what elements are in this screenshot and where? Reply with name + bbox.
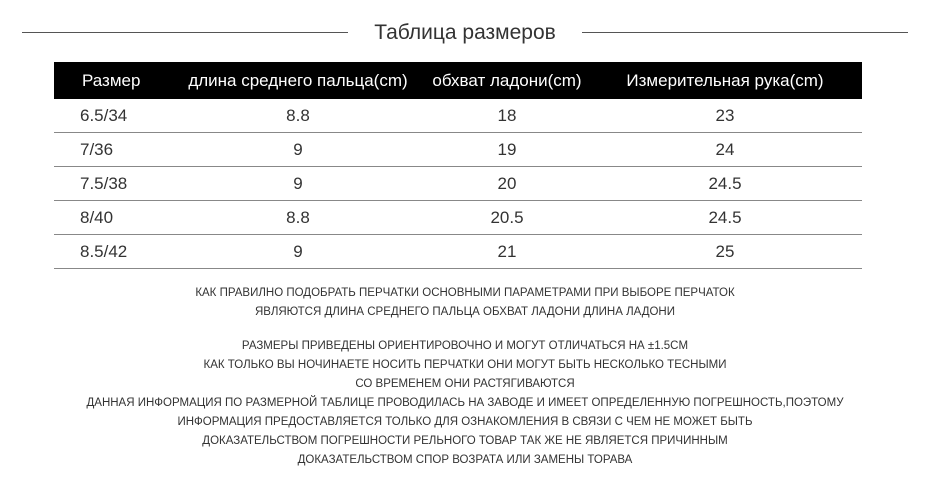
cell-palm-girth: 20.5 — [426, 201, 588, 235]
note-line: ДОКАЗАТЕЛЬСТВОМ ПОГРЕШНОСТИ РЕЛЬНОГО ТОВАР ТАК ЖЕ НЕ ЯВЛЯЕТСЯ ПРИЧИННЫМ — [202, 435, 728, 447]
size-table-header — [54, 62, 862, 99]
cell-palm-girth: 18 — [426, 99, 588, 133]
cell-finger-length: 9 — [170, 167, 426, 201]
title-divider-left — [22, 32, 348, 33]
cell-palm-girth: 20 — [426, 167, 588, 201]
cell-size: 8/40 — [54, 201, 170, 235]
note-line: КАК ТОЛЬКО ВЫ НОЧИНАЕТЕ НОСИТЬ ПЕРЧАТКИ ОНИ МОГУТ БЫТЬ НЕСКОЛЬКО ТЕСНЫМИ — [203, 359, 727, 371]
note-line: КАК ПРАВИЛНО ПОДОБРАТЬ ПЕРЧАТКИ ОСНОВНЫМИ ПАРАМЕТРАМИ ПРИ ВЫБОРЕ ПЕРЧАТОК — [195, 287, 735, 299]
cell-size: 6.5/34 — [54, 99, 170, 133]
header-size: Размер — [54, 62, 170, 99]
cell-hand-measure: 25 — [588, 235, 862, 269]
cell-hand-measure: 23 — [588, 99, 862, 133]
table-row — [54, 201, 862, 235]
cell-size: 7/36 — [54, 133, 170, 167]
cell-hand-measure: 24.5 — [588, 201, 862, 235]
cell-hand-measure: 24 — [588, 133, 862, 167]
cell-palm-girth: 21 — [426, 235, 588, 269]
table-row — [54, 99, 862, 133]
header-palm-girth: обхват ладони(cm) — [426, 62, 588, 99]
note-line: ДАННАЯ ИНФОРМАЦИЯ ПО РАЗМЕРНОЙ ТАБЛИЦЕ ПРОВОДИЛАСЬ НА ЗАВОДЕ И ИМЕЕТ ОПРЕДЕЛЕННУЮ ПОГРЕШНОСТЬ,ПОЭТОМУ — [86, 397, 844, 409]
cell-palm-girth: 19 — [426, 133, 588, 167]
cell-finger-length: 9 — [170, 133, 426, 167]
note-line: ДОКАЗАТЕЛЬСТВОМ СПОР ВОЗРАТА ИЛИ ЗАМЕНЫ ТОРАВА — [297, 454, 633, 466]
title-divider-right — [582, 32, 908, 33]
title-bar — [22, 19, 908, 47]
page-title: Таблица размеров — [374, 21, 556, 44]
cell-finger-length: 8.8 — [170, 201, 426, 235]
note-line: ЯВЛЯЮТСЯ ДЛИНА СРЕДНЕГО ПАЛЬЦА ОБХВАТ ЛАДОНИ ДЛИНА ЛАДОНИ — [254, 306, 676, 318]
size-table — [54, 62, 862, 269]
cell-finger-length: 8.8 — [170, 99, 426, 133]
table-row — [54, 167, 862, 201]
header-finger-length: длина среднего пальца(cm) — [170, 62, 426, 99]
notes-section — [0, 284, 930, 470]
cell-size: 7.5/38 — [54, 167, 170, 201]
table-row — [54, 133, 862, 167]
header-hand-measure: Измерительная рука(cm) — [588, 62, 862, 99]
note-line: СО ВРЕМЕНЕМ ОНИ РАСТЯГИВАЮТСЯ — [355, 378, 575, 390]
cell-hand-measure: 24.5 — [588, 167, 862, 201]
note-line: РАЗМЕРЫ ПРИВЕДЕНЫ ОРИЕНТИРОВОЧНО И МОГУТ ОТЛИЧАТЬСЯ НА ±1.5CM — [241, 340, 689, 352]
cell-size: 8.5/42 — [54, 235, 170, 269]
table-row — [54, 235, 862, 269]
cell-finger-length: 9 — [170, 235, 426, 269]
note-line: ИНФОРМАЦИЯ ПРЕДОСТАВЛЯЕТСЯ ТОЛЬКО ДЛЯ ОЗНАКОМЛЕНИЯ В СВЯЗИ С ЧЕМ НЕ МОЖЕТ БЫТЬ — [177, 416, 753, 428]
